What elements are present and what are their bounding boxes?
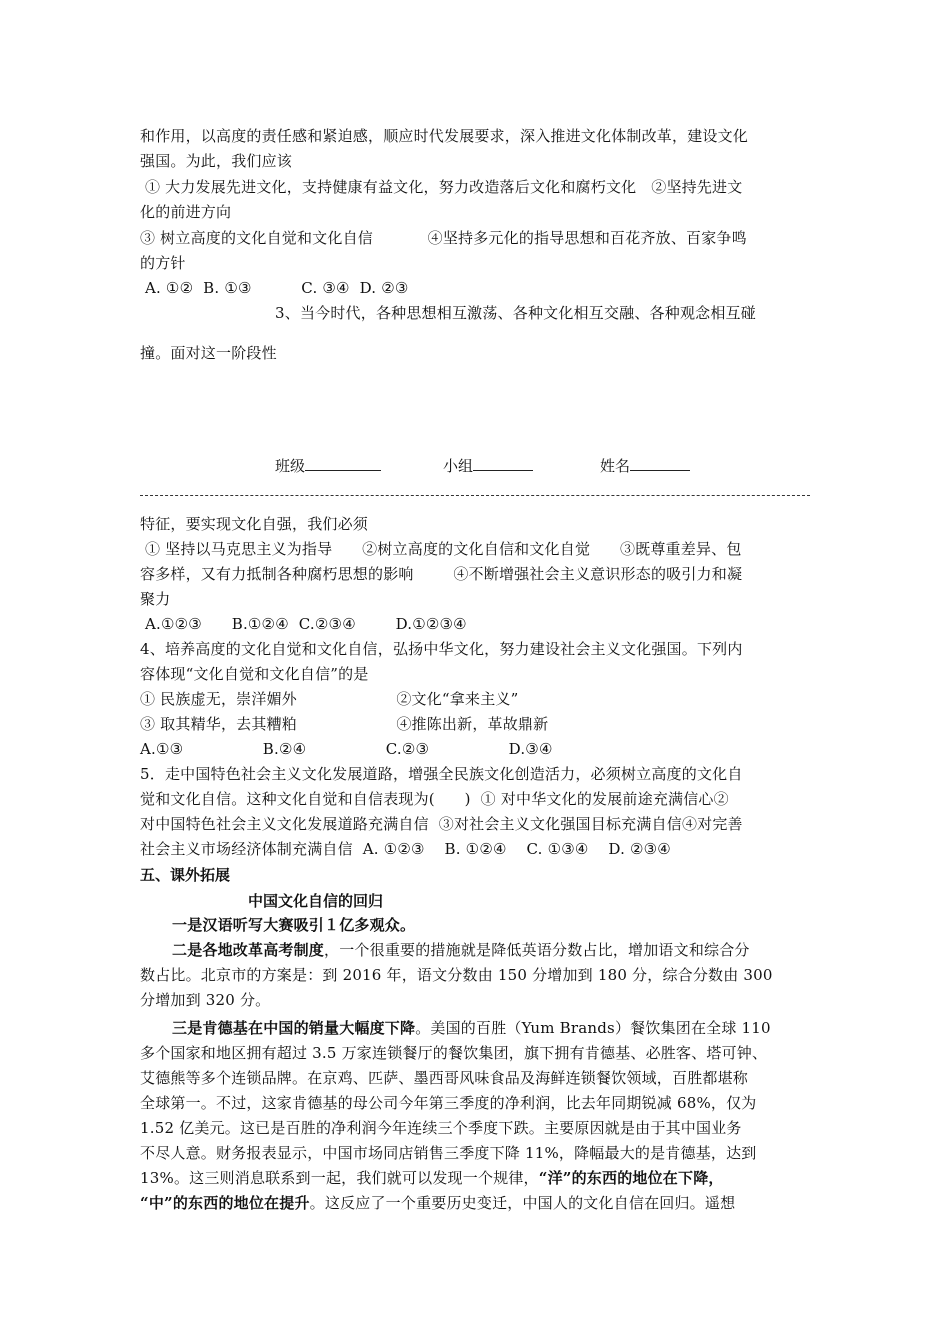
q2-option-line: ① 大力发展先进文化，支持健康有益文化，努力改造落后文化和腐朽文化 ②坚持先进文 <box>140 178 743 196</box>
q3-answer-choices: A.①②③ B.①②④ C.②③④ D.①②③④ <box>140 615 467 633</box>
q3-stem-line: 3、当今时代，各种思想相互激荡、各种文化相互交融、各种观念相互碰 <box>275 304 756 322</box>
article-paragraph-line <box>140 1168 724 1188</box>
article-emphasis: “洋”的东西的地位在下降， <box>538 1169 724 1187</box>
q4-option-line: ③ 取其精华，去其糟粕 ④推陈出新，革故鼎新 <box>140 715 549 733</box>
q4-answer-choices: A.①③ B.②④ C.②③ D.③④ <box>140 740 553 758</box>
article-point-two: 二是各地改革高考制度 <box>172 941 325 959</box>
q2-stem-line: 强国。为此，我们应该 <box>140 152 293 170</box>
q3-option-line: 容多样，又有力抵制各种腐朽思想的影响 ④不断增强社会主义意识形态的吸引力和凝 <box>140 565 743 583</box>
article-paragraph-line: 不尽人意。财务报表显示，中国市场同店销售三季度下降 11%，降幅最大的是肯德基，达到 <box>140 1144 757 1162</box>
cut-line-divider <box>140 495 810 496</box>
group-field <box>443 455 533 476</box>
article-paragraph-line <box>172 1018 771 1038</box>
article-point-one: 一是汉语听写大赛吸引１亿多观众。 <box>172 916 416 934</box>
name-field <box>600 455 690 476</box>
class-field <box>275 455 381 476</box>
class-blank <box>305 456 381 471</box>
article-paragraph-line: 全球第一。不过，这家肯德基的母公司今年第三季度的净利润，比去年同期锐减 68%，仅为 <box>140 1094 757 1112</box>
q3-option-line: 聚力 <box>140 590 171 608</box>
q4-option-line: ① 民族虚无，崇洋媚外 ②文化“拿来主义” <box>140 690 519 708</box>
name-label: 姓名 <box>600 457 631 475</box>
article-paragraph-line: 多个国家和地区拥有超过 3.5 万家连锁餐厅的餐饮集团，旗下拥有肯德基、必胜客、塔可钟、 <box>140 1044 768 1062</box>
article-paragraph-line: 数占比。北京市的方案是：到 2016 年，语文分数由 150 分增加到 180 分，综合分数由 300 <box>140 966 773 984</box>
q3-continued-line: 特征，要实现文化自强，我们必须 <box>140 515 369 533</box>
article-point-three: 三是肯德基在中国的销量大幅度下降 <box>172 1019 416 1037</box>
article-text: 。这反应了一个重要历史变迁，中国人的文化自信在回归。遥想 <box>309 1194 736 1212</box>
q2-option-line: ③ 树立高度的文化自觉和文化自信 ④坚持多元化的指导思想和百花齐放、百家争鸣 <box>140 229 747 247</box>
q5-stem-line: 觉和文化自信。这种文化自觉和自信表现为( ) ① 对中华文化的发展前途充满信心② <box>140 790 729 808</box>
article-paragraph-line <box>172 940 750 960</box>
article-title: 中国文化自信的回归 <box>248 892 384 910</box>
q3-option-line: ① 坚持以马克思主义为指导 ②树立高度的文化自信和文化自觉 ③既尊重差异、包 <box>140 540 742 558</box>
q4-stem-line: 容体现“文化自觉和文化自信”的是 <box>140 665 369 683</box>
q2-answer-choices: A. ①② B. ①③ C. ③④ D. ②③ <box>140 279 409 297</box>
q3-stem-line: 撞。面对这一阶段性 <box>140 344 277 362</box>
article-text: 13%。这三则消息联系到一起，我们就可以发现一个规律， <box>140 1169 539 1187</box>
article-paragraph-line: 艾德熊等多个连锁品牌。在京鸡、匹萨、墨西哥风味食品及海鲜连锁餐饮领域，百胜都堪称 <box>140 1069 749 1087</box>
group-label: 小组 <box>443 457 474 475</box>
q5-stem-line: 对中国特色社会主义文化发展道路充满自信 ③对社会主义文化强国目标充满自信④对完善 <box>140 815 743 833</box>
article-text: ，一个很重要的措施就是降低英语分数占比，增加语文和综合分 <box>324 941 750 959</box>
article-paragraph-line: 分增加到 320 分。 <box>140 991 271 1009</box>
name-blank <box>630 456 690 471</box>
q5-stem-line: 5．走中国特色社会主义文化发展道路，增强全民族文化创造活力，必须树立高度的文化自 <box>140 765 743 783</box>
q5-answer-choices: 社会主义市场经济体制充满自信 A. ①②③ B. ①②④ C. ①③④ D. ②③④ <box>140 840 671 858</box>
article-paragraph-line <box>140 1193 735 1213</box>
section-heading: 五、课外拓展 <box>140 866 231 884</box>
q2-stem-line: 和作用，以高度的责任感和紧迫感，顺应时代发展要求，深入推进文化体制改革，建设文化 <box>140 127 749 145</box>
group-blank <box>473 456 533 471</box>
article-emphasis: “中”的东西的地位在提升 <box>140 1194 310 1212</box>
q2-option-line: 的方针 <box>140 254 186 272</box>
article-text: 。美国的百胜（Yum Brands）餐饮集团在全球 110 <box>415 1019 771 1037</box>
class-label: 班级 <box>275 457 306 475</box>
q2-option-line: 化的前进方向 <box>140 203 232 221</box>
q4-stem-line: 4、培养高度的文化自觉和文化自信，弘扬中华文化，努力建设社会主义文化强国。下列内 <box>140 640 743 658</box>
article-paragraph-line: 1.52 亿美元。这已是百胜的净利润今年连续三个季度下跌。主要原因就是由于其中国业务 <box>140 1119 742 1137</box>
